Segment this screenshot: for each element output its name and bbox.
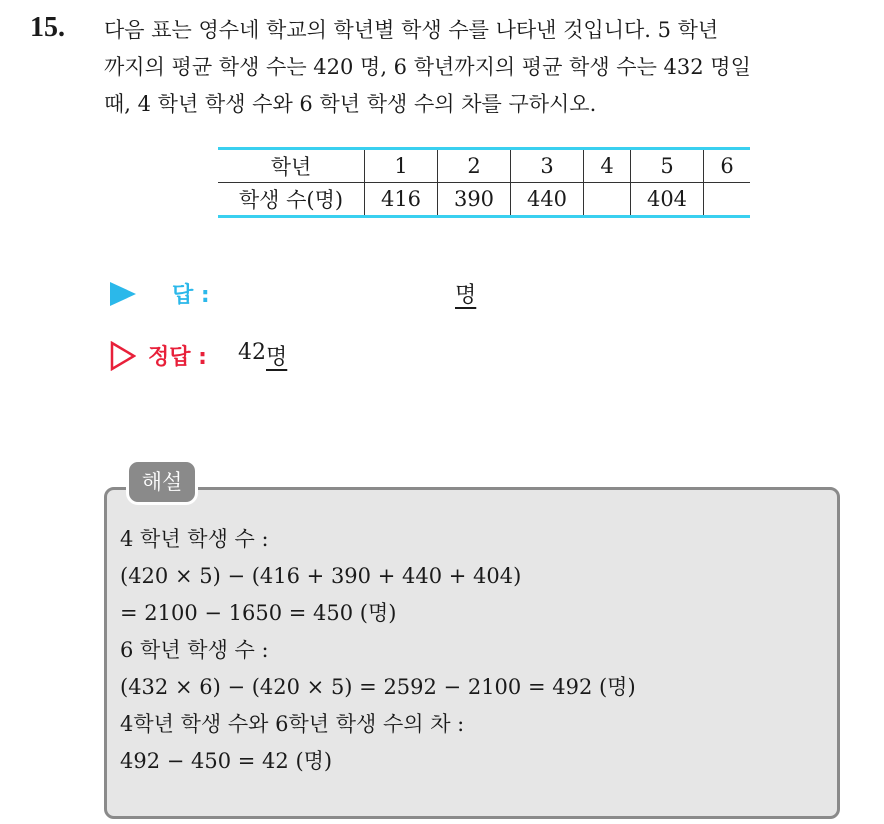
table-header-row	[218, 149, 750, 183]
table-cell: 390	[438, 183, 511, 217]
filled-triangle-icon	[110, 282, 136, 306]
table-cell	[704, 183, 751, 217]
question-line: 때, 4 학년 학생 수와 6 학년 학생 수의 차를 구하시오.	[104, 92, 597, 116]
question-line: 다음 표는 영수네 학교의 학년별 학생 수를 나타낸 것입니다. 5 학년	[104, 18, 719, 42]
solution-line: 6 학년 학생 수 :	[120, 638, 269, 662]
correct-answer-value: 42	[238, 340, 266, 365]
solution-line: = 2100 − 1650 = 450 (명)	[120, 601, 397, 625]
answer-row	[110, 276, 610, 312]
table-cell: 440	[511, 183, 584, 217]
correct-answer-unit: 명	[266, 345, 288, 370]
student-count-table	[218, 147, 750, 218]
table-header-cell: 5	[631, 149, 704, 183]
answer-unit: 명	[455, 283, 477, 308]
solution-line: 4 학년 학생 수 :	[120, 527, 269, 551]
table-row	[218, 183, 750, 217]
solution-tag: 해설	[126, 459, 198, 505]
correct-answer-row	[110, 338, 610, 374]
table-header-cell: 4	[584, 149, 631, 183]
table-cell: 416	[365, 183, 438, 217]
solution-text	[120, 521, 636, 780]
table-cell: 404	[631, 183, 704, 217]
outline-triangle-icon	[110, 341, 136, 371]
table-header-cell: 3	[511, 149, 584, 183]
question-text	[104, 12, 874, 123]
answer-label: 답 :	[172, 283, 210, 308]
table-header-cell: 2	[438, 149, 511, 183]
question-number: 15.	[30, 12, 65, 43]
question-line: 까지의 평균 학생 수는 420 명, 6 학년까지의 평균 학생 수는 432 명일	[104, 55, 751, 79]
table-header-cell: 1	[365, 149, 438, 183]
table-header-cell: 6	[704, 149, 751, 183]
solution-line: (420 × 5) − (416 + 390 + 440 + 404)	[120, 564, 522, 588]
table-cell: 학생 수(명)	[218, 183, 365, 217]
solution-line: (432 × 6) − (420 × 5) = 2592 − 2100 = 492 (명)	[120, 675, 636, 699]
table-cell	[584, 183, 631, 217]
table-header-cell: 학년	[218, 149, 365, 183]
correct-answer-label: 정답 :	[148, 345, 207, 370]
solution-line: 492 − 450 = 42 (명)	[120, 749, 333, 773]
solution-line: 4학년 학생 수와 6학년 학생 수의 차 :	[120, 712, 465, 736]
